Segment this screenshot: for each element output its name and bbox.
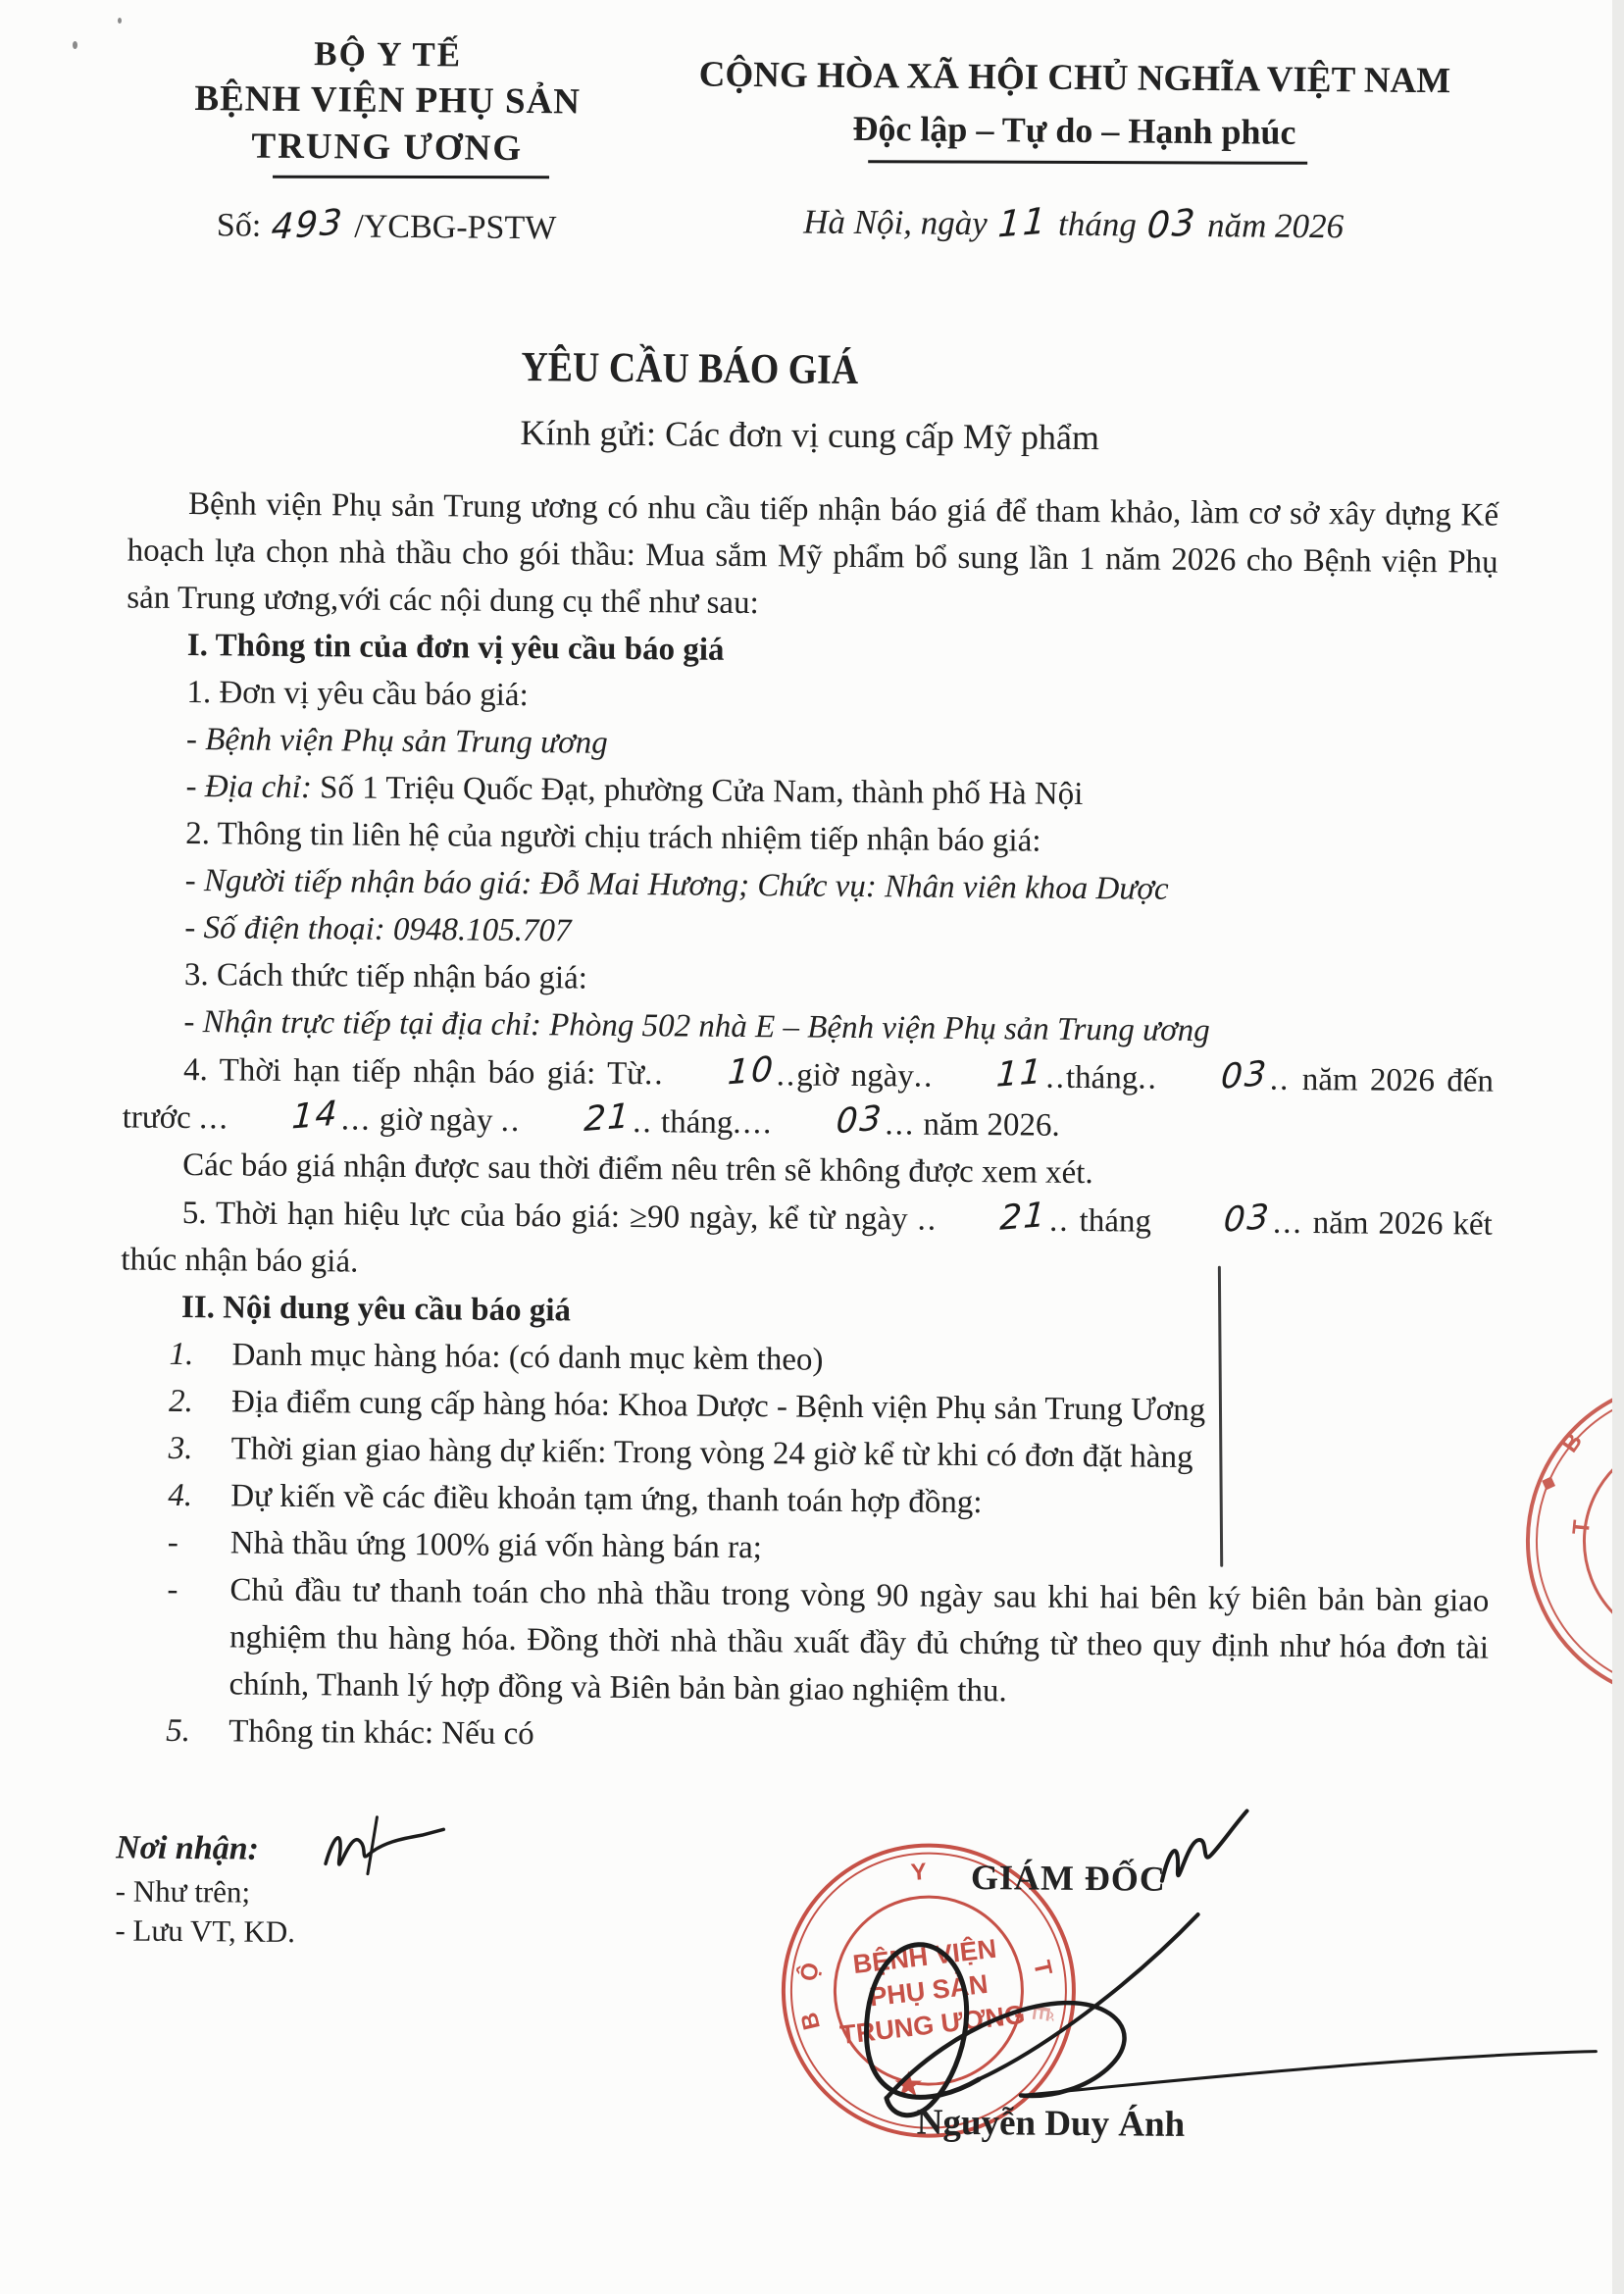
handwritten-month: 03: [1219, 1053, 1269, 1097]
partial-stamp-letter: B: [1556, 1428, 1589, 1457]
section-2-heading: II. Nội dung yêu cầu báo giá: [180, 1289, 572, 1329]
dotted-blank: ..: [1138, 1060, 1158, 1096]
handwritten-month: 03: [1145, 200, 1198, 248]
signer-title: GIÁM ĐỐC: [970, 1858, 1167, 1899]
national-header-block: [641, 52, 1506, 250]
document-number-line: [138, 201, 634, 251]
handwritten-day: 21: [998, 1195, 1049, 1239]
list-item-number: 5.: [166, 1712, 191, 1750]
recipient-line: Kính gửi: Các đơn vị cung cấp Mỹ phẩm: [520, 412, 1100, 458]
dotted-blank: ..: [913, 1058, 935, 1095]
header-underline-left: [273, 175, 549, 178]
section-1-heading: I. Thông tin của đơn vị yêu cầu báo giá: [186, 628, 725, 668]
item4-text: 4. Thời hạn tiếp nhận báo giá: Từ: [182, 1051, 645, 1093]
stamp-ring-letter: Ế: [1026, 2003, 1055, 2023]
partial-stamp: [1525, 1378, 1624, 1705]
signature-tail: [1021, 2046, 1596, 2100]
item4-text: tháng: [652, 1104, 734, 1141]
dotted-blank: ...: [885, 1106, 916, 1143]
address-value: Số 1 Triệu Quốc Đạt, phường Cửa Nam, thành phố Hà Nội: [319, 770, 1084, 812]
place-date-line: [641, 197, 1504, 250]
list-item-text: Thông tin khác: Nếu có: [228, 1713, 534, 1753]
recipients-heading: Nơi nhận:: [115, 1829, 260, 1867]
section1-item2a: - Người tiếp nhận báo giá: Đỗ Mai Hương; Chức vụ: Nhân viên khoa Dược: [184, 863, 1169, 907]
clerk-initials-signature: [326, 1828, 443, 1865]
dotted-blank: ..: [1045, 1059, 1067, 1096]
stamp-star-icon: ★: [891, 2065, 925, 2105]
national-motto-line2: Độc lập – Tự do – Hạnh phúc: [852, 109, 1296, 153]
doc-number-suffix: /YCBG-PSTW: [354, 208, 557, 246]
list-item-text: Địa điểm cung cấp hàng hóa: Khoa Dược - Bệnh viện Phụ sản Trung Ương: [230, 1384, 1206, 1429]
doc-number-label: Số:: [216, 206, 262, 244]
signer-name: Nguyễn Duy Ánh: [916, 2102, 1186, 2145]
recipients-block: [115, 1828, 296, 1952]
handwritten-hour: 14: [290, 1094, 340, 1138]
address-label: - Địa chỉ:: [185, 769, 313, 806]
dotted-blank: ....: [733, 1104, 774, 1142]
handwritten-hour: 10: [726, 1049, 776, 1094]
dotted-blank: ...: [1272, 1204, 1303, 1241]
handwritten-month: 03: [1222, 1197, 1273, 1241]
dotted-blank: ..: [633, 1103, 653, 1141]
document-body: [117, 480, 1498, 1765]
hospital-name-line1: BỆNH VIỆN PHỤ SẢN: [194, 77, 582, 122]
scan-edge-shadow: [1612, 0, 1624, 2294]
hospital-name-line2: TRUNG ƯƠNG: [251, 126, 524, 169]
date-year: năm 2026: [1206, 206, 1345, 246]
dotted-blank: ..: [500, 1102, 522, 1140]
list-item-number: 4.: [168, 1477, 193, 1514]
dotted-blank: ...: [198, 1100, 229, 1137]
handwritten-day: 11: [996, 199, 1049, 246]
document-title: YÊU CẦU BÁO GIÁ: [521, 343, 859, 393]
dotted-blank: ..: [917, 1201, 939, 1238]
header-underline-right: [868, 160, 1307, 165]
item4-text: giờ ngày: [796, 1057, 915, 1095]
list-item-text: Chủ đầu tư thanh toán cho nhà thầu trong vòng 90 ngày sau khi hai bên ký biên bản bàn giao nghiệm thu hàng hóa. Đồng thời nhà thầu xuất đầy đủ chứng từ theo quy định như hóa đơn tài chính, Thanh lý hợp đồng và Biên bản bàn giao nghiệm thu.: [228, 1572, 1490, 1709]
scan-speck: [73, 41, 77, 49]
handwritten-day: 11: [995, 1051, 1045, 1096]
list-item-number: 3.: [168, 1430, 193, 1467]
issuing-agency-block: [138, 30, 635, 251]
handwritten-day: 21: [582, 1096, 633, 1141]
stamp-ring-letter: Ộ: [794, 1960, 825, 1984]
list-item: [117, 1565, 1489, 1718]
list-item-number: 2.: [168, 1383, 194, 1420]
stamp-text-line2: PHỤ SẢN: [867, 1968, 990, 2012]
list-item-text: Nhà thầu ứng 100% giá vốn hàng bán ra;: [229, 1525, 763, 1566]
dotted-blank: ..: [1048, 1202, 1070, 1239]
dotted-blank: ...: [340, 1101, 372, 1138]
list-item-dash: -: [167, 1571, 178, 1607]
item5-text: 5. Thời hạn hiệu lực của báo giá: ≥90 ngày, kể từ ngày: [181, 1195, 918, 1238]
stamp-ring-letter: T: [1028, 1958, 1057, 1978]
list-item-text: Danh mục hàng hóa: (có danh mục kèm theo): [231, 1337, 824, 1378]
item4-text: năm 2026 đến trước: [122, 1061, 1495, 1137]
stamp-ring-letter: Y: [909, 1858, 928, 1887]
recipient-item: - Lưu VT, KD.: [115, 1912, 296, 1950]
date-month-word: tháng: [1057, 204, 1137, 244]
intro-paragraph: Bệnh viện Phụ sản Trung ương có nhu cầu tiếp nhận báo giá để tham khảo, làm cơ sở xây dựng Kế hoạch lựa chọn nhà thầu cho gói thầu: Mua sắm Mỹ phẩm bổ sung lần 1 năm 2026 cho Bệnh viện Phụ sản Trung ương,với các nội dung cụ thể như sau:: [127, 486, 1499, 622]
list-item-number: 1.: [169, 1336, 194, 1373]
handwritten-month: 03: [835, 1098, 885, 1143]
list-item-text: Dự kiến về các điều khoản tạm ứng, thanh toán hợp đồng:: [230, 1478, 983, 1521]
item5-text: tháng: [1069, 1202, 1162, 1240]
item4-text: giờ ngày: [371, 1101, 501, 1139]
item4-text: năm 2026.: [915, 1106, 1060, 1144]
stamp-ring-letter: B: [795, 2010, 826, 2033]
scan-speck: [118, 18, 122, 24]
section1-item3a: - Nhận trực tiếp tại địa chỉ: Phòng 502 nhà E – Bệnh viện Phụ sản Trung ương: [183, 1003, 1210, 1049]
dotted-blank: ..: [776, 1057, 797, 1094]
list-item-dash: -: [167, 1524, 179, 1560]
recipient-item: - Như trên;: [115, 1873, 251, 1910]
list-item-text: Thời gian giao hàng dự kiến: Trong vòng 24 giờ kể từ khi có đơn đặt hàng: [230, 1431, 1193, 1475]
late-quote-note: Các báo giá nhận được sau thời điểm nêu trên sẽ không được xem xét.: [182, 1147, 1093, 1192]
director-initials-signature: [1162, 1810, 1247, 1882]
section1-item2b: - Số điện thoại: 0948.105.707: [184, 910, 572, 949]
stamp-center-text: [824, 1885, 1035, 2096]
section1-item1a: - Bệnh viện Phụ sản Trung ương: [185, 722, 608, 761]
ministry-name: BỘ Y TẾ: [314, 34, 463, 75]
dotted-blank: ..: [1269, 1061, 1291, 1097]
stamp-text-line3: TRUNG ƯƠNG: [838, 1999, 1027, 2050]
partial-stamp-diamond-icon: ◆: [1539, 1470, 1559, 1494]
date-prefix: Hà Nội, ngày: [803, 202, 988, 243]
national-motto-line1: CỘNG HÒA XÃ HỘI CHỦ NGHĨA VIỆT NAM: [698, 54, 1451, 102]
dotted-blank: ..: [643, 1056, 665, 1093]
clerk-initials-signature: [368, 1817, 378, 1874]
section1-item2: 2. Thông tin liên hệ của người chịu trách nhiệm tiếp nhận báo giá:: [185, 816, 1041, 859]
stamp-text-line1: BỆNH VIỆN: [851, 1933, 998, 1979]
item5-text: năm 2026 kết thúc nhận báo giá.: [121, 1204, 1493, 1280]
section1-item3: 3. Cách thức tiếp nhận báo giá:: [183, 957, 588, 996]
section1-item1: 1. Đơn vị yêu cầu báo giá:: [186, 675, 529, 714]
item4-text: tháng: [1065, 1059, 1139, 1096]
section1-item4: [122, 1045, 1494, 1152]
section1-item5: [121, 1188, 1493, 1295]
handwritten-number: 493: [270, 201, 346, 248]
partial-stamp-letter: T: [1567, 1518, 1597, 1537]
